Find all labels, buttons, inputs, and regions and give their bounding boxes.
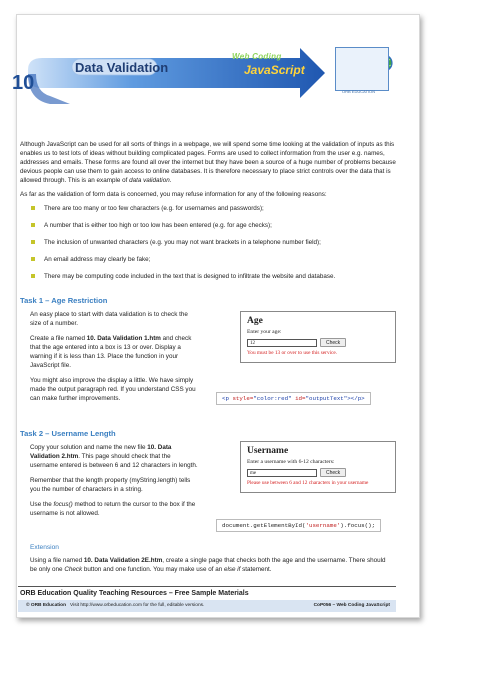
reasons-intro: As far as the validation of form data is concerned, you may refuse information for any of the following reasons: — [20, 191, 327, 198]
footer-bar — [18, 600, 396, 612]
intro-section — [20, 140, 396, 289]
username-demo-screenshot — [240, 441, 396, 493]
task2-code-snippet: document.getElementById('username').focus(); — [216, 519, 381, 532]
extension-heading: Extension — [30, 544, 59, 551]
footer-title: ORB Education Quality Teaching Resources – Free Sample Materials — [20, 590, 249, 597]
age-demo-screenshot — [240, 311, 396, 363]
series-subtitle: Web Coding — [232, 52, 282, 61]
task2-heading: Task 2 – Username Length — [20, 429, 116, 438]
task1-heading: Task 1 – Age Restriction — [20, 296, 108, 305]
list-item: There may be computing code included in the text that is designed to infiltrate the website and database. — [20, 272, 396, 281]
task1-text: An easy place to start with data validation is to check the size of a number. Create a file named 10. Data Validation 1.htm and check that the age entered into a box is 13 or over. Display a warning if it is less than 13. Place the function in your JavaScript file. You might also improve the display a little. We have simply made the output paragraph red. If you understand CSS you can make further improvements. — [30, 311, 196, 402]
bullet-icon — [31, 240, 35, 244]
intro-paragraph: Although JavaScript can be used for all sorts of things in a webpage, we will spend some time looking at the validation of inputs as this enables us to test lots of ideas without building complicated pages. Forms are used to collect information from the user e.g. names, addresses and emails. These forms are found all over the internet but they have been a source of a huge number of problems because devious people can use them to gain access to online databases. It is therefore necessary to place strict controls over the data that is allowed through. This is an example of data validation. — [20, 141, 396, 184]
check-button[interactable]: Check — [320, 468, 346, 477]
demo-prompt: Enter a username with 6-12 characters: — [247, 459, 335, 465]
task2-text: Copy your solution and name the new file 10. Data Validation 2.htm. This page should check that the username entered is between 6 and 12 characters in length. Remember that the length property (myString.length) tells you the number of characters in a string. Use the focus() method to return the cursor to the box if the username is not allowed. — [30, 444, 198, 517]
list-item: There are too many or too few characters (e.g. for usernames and passwords); — [20, 204, 396, 213]
username-warning: Please use between 6 and 12 characters in your username — [247, 480, 369, 486]
bullet-icon — [31, 257, 35, 261]
demo-title: Age — [247, 316, 263, 326]
age-input[interactable]: 12 — [247, 339, 317, 347]
demo-prompt: Enter your age: — [247, 329, 282, 335]
check-button[interactable]: Check — [320, 338, 346, 347]
logo-label: ORB EDUCATION — [342, 89, 376, 94]
age-warning: You must be 13 or over to use this service. — [247, 350, 338, 356]
footer-copyright: © ORB Education — [26, 603, 67, 608]
bullet-icon — [31, 274, 35, 278]
footer-link-text[interactable]: Visit http://www.orbeducation.com for the full, editable versions. — [70, 603, 205, 608]
bullet-icon — [31, 223, 35, 227]
reasons-list — [20, 204, 396, 281]
demo-title: Username — [247, 446, 289, 456]
footer-divider — [18, 586, 396, 587]
logo-frame — [335, 47, 389, 91]
extension-text: Using a file named 10. Data Validation 2E.htm, create a single page that checks both the age and the username. There should be only one Check button and one function. You may make use of an else if statement. — [30, 557, 386, 573]
series-title: JavaScript — [244, 63, 305, 77]
unit-title: Data Validation — [75, 60, 169, 75]
list-item: An email address may clearly be fake; — [20, 255, 396, 264]
task1-code-snippet: <p style="color:red" id="outputText"></p> — [216, 392, 371, 405]
username-input[interactable]: me — [247, 469, 317, 477]
bullet-icon — [31, 206, 35, 210]
unit-number: 10 — [12, 72, 35, 94]
list-item: The inclusion of unwanted characters (e.g. you may not want brackets in a telephone number field); — [20, 238, 396, 247]
footer-product-code: CoP056 – Web Coding JavaScript — [313, 603, 390, 608]
list-item: A number that is either too high or too low has been entered (e.g. for age checks); — [20, 221, 396, 230]
